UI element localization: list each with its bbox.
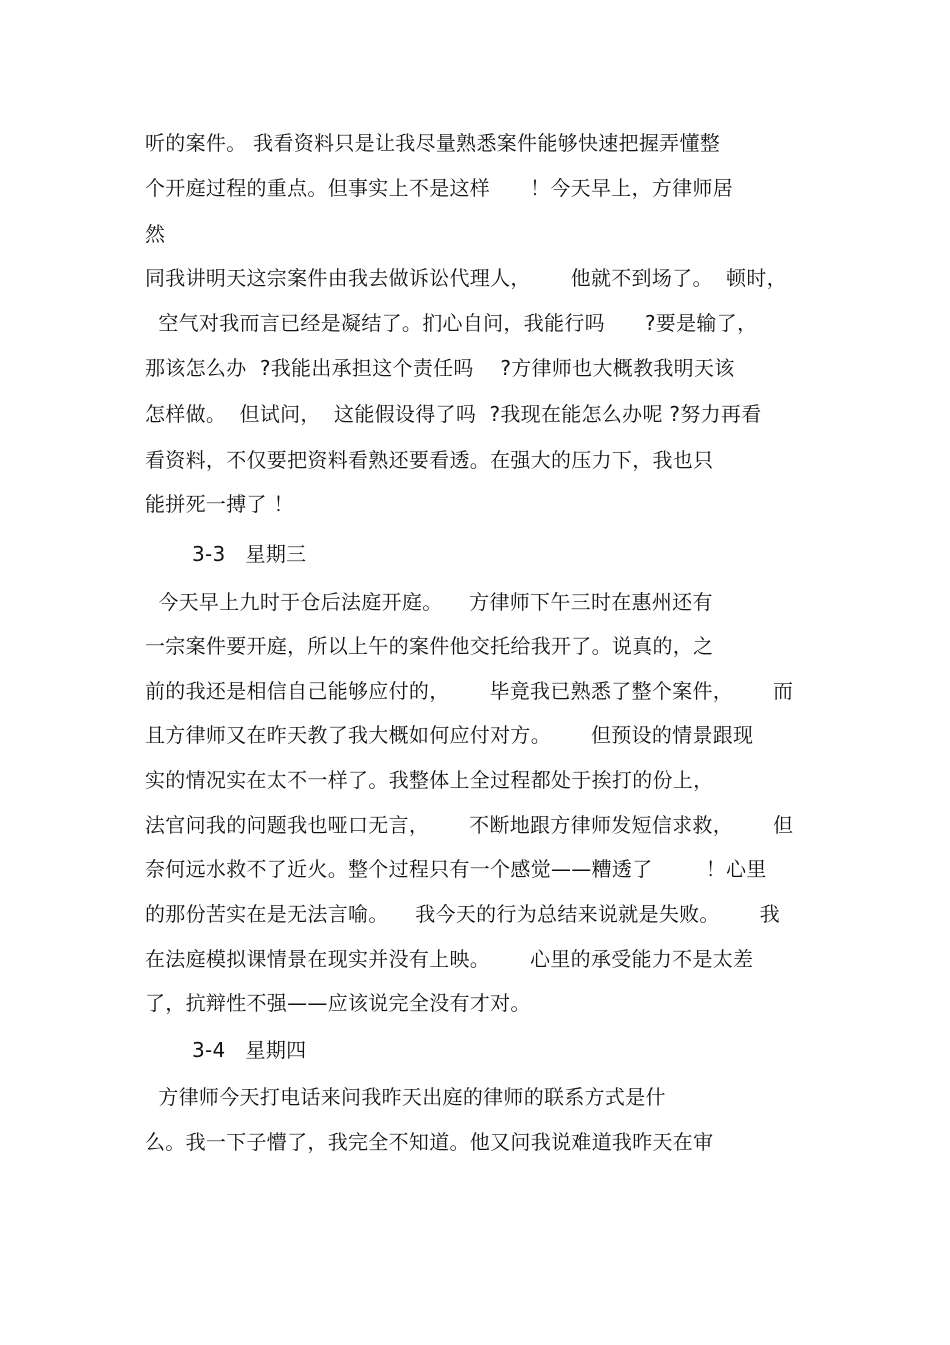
text-line: 法官问我的问题我也哑口无言， 不断地跟方律师发短信求救， 但 bbox=[145, 813, 794, 837]
text-line: 且方律师又在昨天教了我大概如何应付对方。 但预设的情景跟现 bbox=[145, 723, 754, 747]
text-line: 看资料，不仅要把资料看熟还要看透。在强大的压力下，我也只 bbox=[145, 448, 714, 472]
text-line: 一宗案件要开庭，所以上午的案件他交托给我开了。说真的，之 bbox=[145, 634, 714, 658]
text-line: 实的情况实在太不一样了。我整体上全过程都处于挨打的份上， bbox=[145, 768, 714, 792]
section-heading: 3-3 星期三 bbox=[192, 542, 307, 566]
text-line: 然 bbox=[145, 222, 166, 246]
text-line: 在法庭模拟课情景在现实并没有上映。 心里的承受能力不是太差 bbox=[145, 947, 754, 971]
section-heading: 3-4 星期四 bbox=[192, 1038, 307, 1062]
text-line: 空气对我而言已经是凝结了。扪心自问，我能行吗 ?要是输了， bbox=[145, 311, 758, 335]
text-line: 能拼死一搏了 ！ bbox=[145, 492, 294, 516]
text-line: 个开庭过程的重点。但事实上不是这样 ！今天早上，方律师居 bbox=[145, 176, 734, 200]
text-line: 怎样做。 但试问， 这能假设得了吗 ?我现在能怎么办呢 ?努力再看 bbox=[145, 402, 762, 426]
text-line: 方律师今天打电话来问我昨天出庭的律师的联系方式是什 bbox=[145, 1085, 666, 1109]
text-line: 奈何远水救不了近火。整个过程只有一个感觉——糟透了 ！心里 bbox=[145, 857, 767, 881]
text-line: 今天早上九时于仓后法庭开庭。 方律师下午三时在惠州还有 bbox=[145, 590, 713, 614]
text-line: 的那份苦实在是无法言喻。 我今天的行为总结来说就是失败。 我 bbox=[145, 902, 780, 926]
text-line: 了，抗辩性不强——应该说完全没有才对。 bbox=[145, 991, 531, 1015]
text-line: 前的我还是相信自己能够应付的， 毕竟我已熟悉了整个案件， 而 bbox=[145, 679, 794, 703]
text-line: 么。我一下子懵了，我完全不知道。他又问我说难道我昨天在审 bbox=[145, 1130, 714, 1154]
text-line: 那该怎么办 ?我能出承担这个责任吗 ?方律师也大概教我明天该 bbox=[145, 356, 735, 380]
text-line: 听的案件。 我看资料只是让我尽量熟悉案件能够快速把握弄懂整 bbox=[145, 131, 721, 155]
text-line: 同我讲明天这宗案件由我去做诉讼代理人， 他就不到场了。 顿时， bbox=[145, 266, 787, 290]
